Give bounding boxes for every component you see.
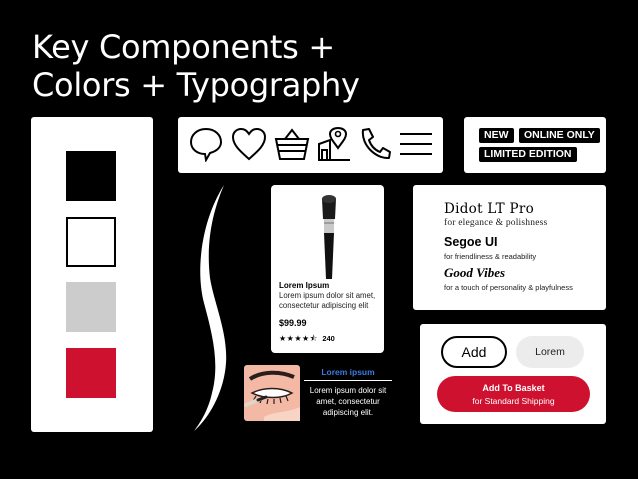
promo-divider <box>304 380 392 381</box>
promo-title[interactable]: Lorem ipsum <box>321 367 375 377</box>
review-count: 240 <box>322 334 335 343</box>
swatch-grey <box>66 282 116 332</box>
promo-body: Lorem ipsum dolor sit amet, consectetur adipiscing elit. <box>309 386 387 417</box>
font-didot-desc: for elegance & polishness <box>444 218 548 228</box>
product-description: Lorem ipsum dolor sit amet, consectetur adipiscing elit <box>279 291 376 310</box>
color-swatch-card <box>31 117 153 432</box>
swatch-black <box>66 151 116 201</box>
store-location-icon[interactable] <box>316 126 352 162</box>
product-name: Lorem Ipsum <box>279 281 330 290</box>
heart-icon[interactable] <box>230 126 268 162</box>
font-segoe-name: Segoe UI <box>444 235 498 249</box>
product-card[interactable] <box>271 185 384 353</box>
tag-new: NEW <box>479 128 514 143</box>
tags-card <box>464 117 606 173</box>
makeup-brush-image <box>309 193 349 281</box>
phone-icon[interactable] <box>358 126 392 162</box>
typography-card <box>413 185 606 310</box>
page-title: Key Components + Colors + Typography <box>32 28 360 104</box>
basket-icon[interactable] <box>274 126 310 162</box>
speech-bubble-icon[interactable] <box>188 126 224 162</box>
eye-makeup-illustration <box>244 365 300 421</box>
swatch-red <box>66 348 116 398</box>
product-price: $99.99 <box>279 318 307 328</box>
add-to-basket-label: Add To Basket <box>482 383 545 393</box>
font-didot-name: Didot LT Pro <box>444 201 535 217</box>
decorative-swoosh <box>190 183 238 433</box>
add-to-basket-sublabel: for Standard Shipping <box>472 396 555 406</box>
font-vibes-desc: for a touch of personality & playfulness <box>444 283 573 292</box>
lorem-button[interactable]: Lorem <box>516 336 584 368</box>
product-rating <box>279 333 335 347</box>
font-segoe-desc: for friendliness & readability <box>444 252 537 261</box>
tag-limited-edition: LIMITED EDITION <box>479 147 577 162</box>
tag-online-only: ONLINE ONLY <box>519 128 600 143</box>
hamburger-menu-icon[interactable] <box>398 126 434 162</box>
add-to-basket-button[interactable] <box>437 376 590 412</box>
rating-stars: ★★★★⯪ <box>279 334 318 343</box>
swatch-white <box>66 217 116 267</box>
buttons-card <box>420 324 606 424</box>
font-vibes-name: Good Vibes <box>444 265 506 280</box>
icon-set-card <box>178 117 443 173</box>
add-button[interactable]: Add <box>441 336 507 368</box>
